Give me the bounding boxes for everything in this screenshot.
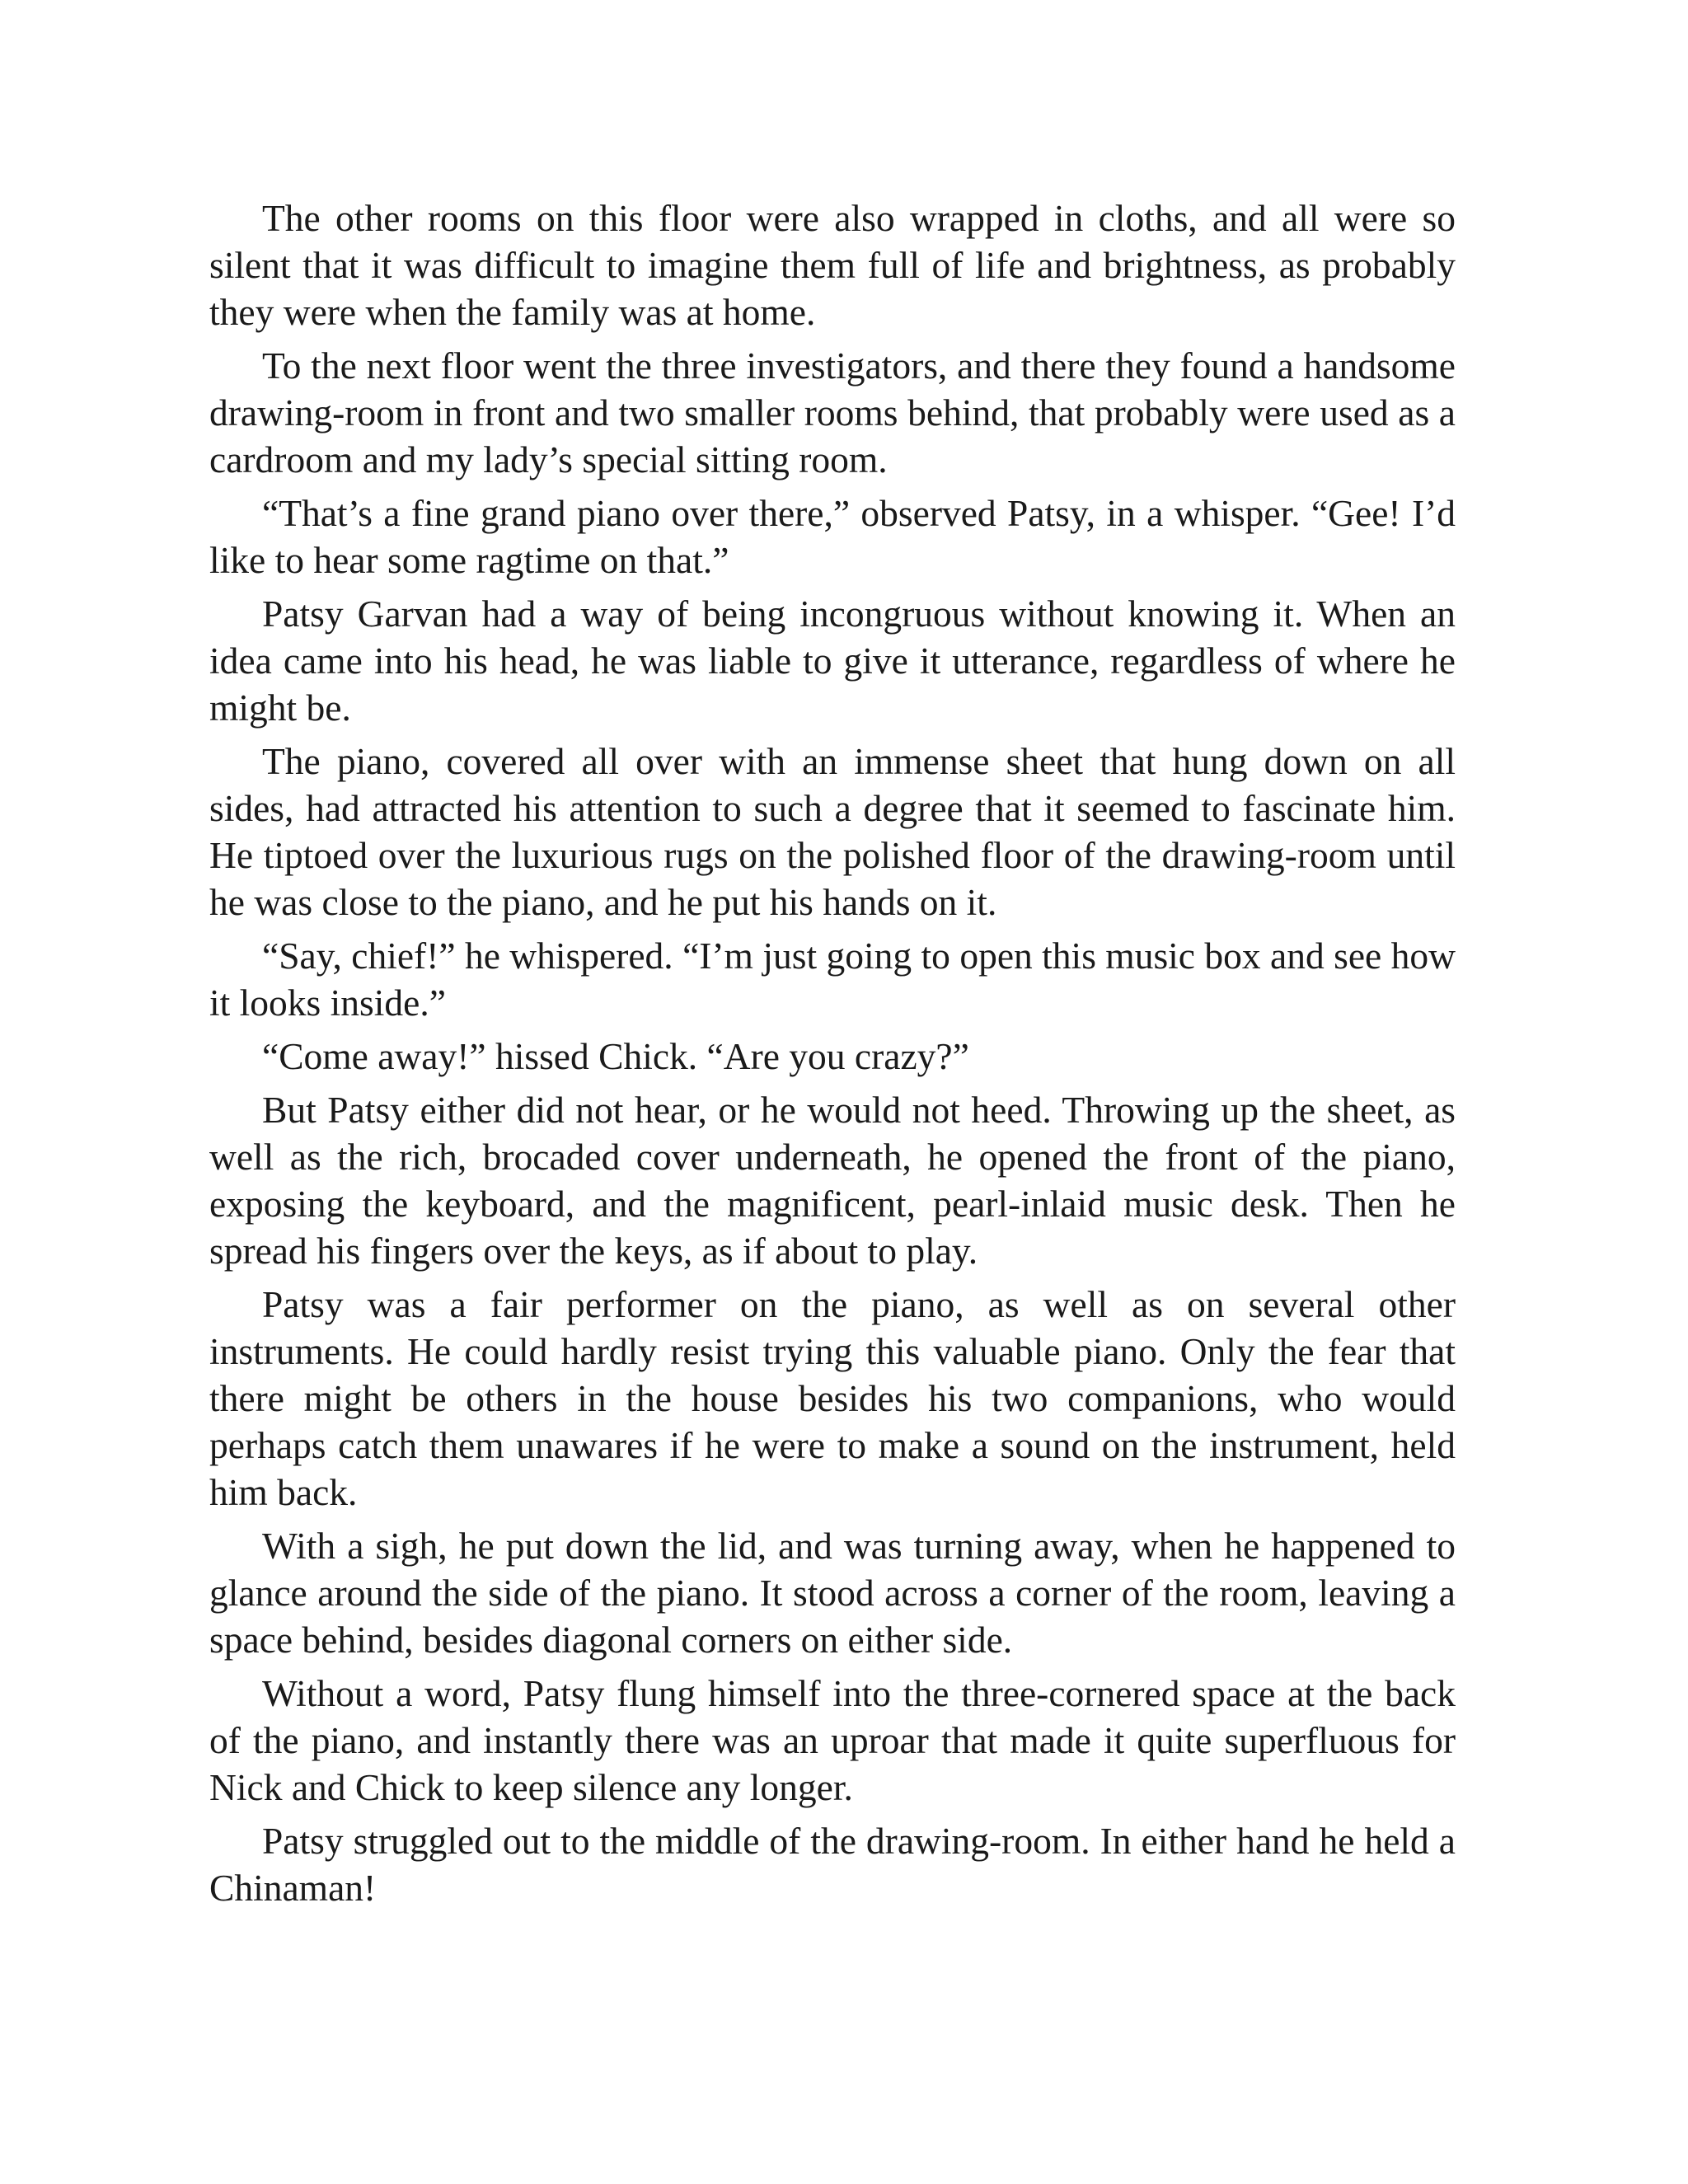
paragraph: “Come away!” hissed Chick. “Are you crazy?” — [262, 1035, 969, 1077]
paragraph: Patsy Garvan had a way of being incongruous without knowing it. When an idea came into his head, he was liable to give it utterance, regardless of where he might be. — [209, 593, 1456, 729]
paragraph: To the next floor went the three investigators, and there they found a handsome drawing-room in front and two smaller rooms behind, that probably were used as a cardroom and my lady’s special sitting room. — [209, 344, 1456, 480]
paragraph: But Patsy either did not hear, or he would not heed. Throwing up the sheet, as well as the rich, brocaded cover underneath, he opened the front of the piano, exposing the keyboard, and the magnificent, pearl-inlaid music desk. Then he spread his fingers over the keys, as if about to play. — [209, 1089, 1456, 1272]
paragraph: With a sigh, he put down the lid, and was turning away, when he happened to glance around the side of the piano. It stood across a corner of the room, leaving a space behind, besides diagonal corners on either side. — [209, 1525, 1456, 1661]
paragraph: “That’s a fine grand piano over there,” observed Patsy, in a whisper. “Gee! I’d like to hear some ragtime on that.” — [209, 492, 1456, 581]
paragraph: Patsy was a fair performer on the piano, as well as on several other instruments. He could hardly resist trying this valuable piano. Only the fear that there might be others in the house besides his two companions, who would perhaps catch them unawares if he were to make a sound on the instrument, held him back. — [209, 1283, 1456, 1513]
paragraph: Without a word, Patsy flung himself into the three-cornered space at the back of the piano, and instantly there was an uproar that made it quite superfluous for Nick and Chick to keep silence any longer. — [209, 1672, 1456, 1808]
paragraph: Patsy struggled out to the middle of the drawing-room. In either hand he held a Chinaman! — [209, 1820, 1456, 1909]
paragraph: The other rooms on this floor were also wrapped in cloths, and all were so silent that it was difficult to imagine them full of life and brightness, as probably they were when the family was at home. — [209, 197, 1456, 333]
paragraph: The piano, covered all over with an immense sheet that hung down on all sides, had attracted his attention to such a degree that it seemed to fascinate him. He tiptoed over the luxurious rugs on the polished floor of the drawing-room until he was close to the piano, and he put his hands on it. — [209, 740, 1456, 923]
paragraph: “Say, chief!” he whispered. “I’m just going to open this music box and see how it looks inside.” — [209, 935, 1456, 1024]
page-body — [209, 194, 1456, 1918]
